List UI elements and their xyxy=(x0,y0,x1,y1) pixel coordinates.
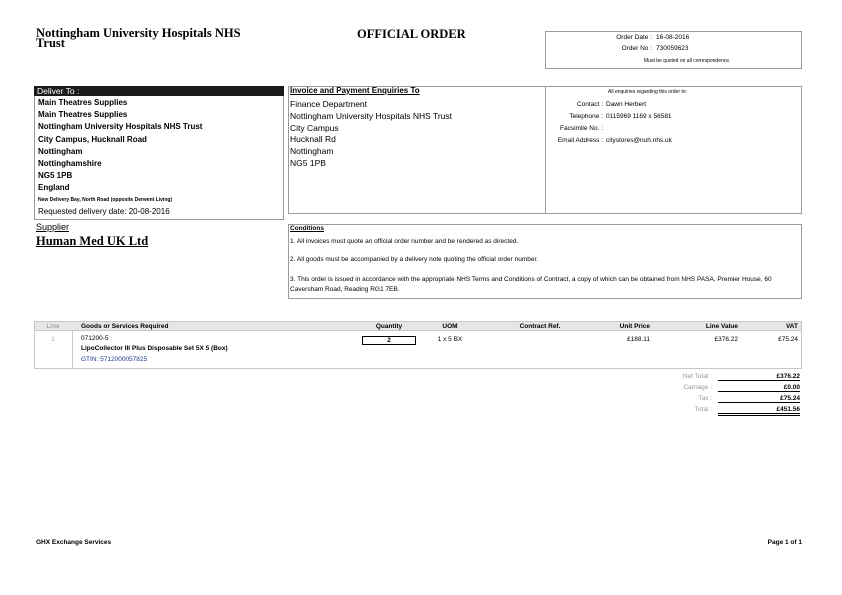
fax-label: Facsimile No. : xyxy=(560,125,603,132)
condition-1: 1. All invoices must quote an official order number and be rendered as directed. xyxy=(290,238,519,245)
deliver-line: Main Theatres Supplies xyxy=(38,110,128,120)
order-date-label: Order Date : xyxy=(616,34,652,41)
carriage-label: Carriage : xyxy=(683,384,712,391)
delivery-note: New Delivery Bay, North Road (opposite Derwent Living) xyxy=(38,197,173,203)
col-line-value: Line Value xyxy=(705,323,738,330)
col-contract: Contract Ref. xyxy=(519,323,561,330)
contact-value: Dawn Herbert xyxy=(606,101,647,108)
supplier-label: Supplier xyxy=(36,222,70,232)
invoice-line: NG5 1PB xyxy=(290,157,326,168)
conditions-heading: Conditions xyxy=(290,225,324,232)
tax-value: £75.24 xyxy=(718,395,800,403)
invoice-line: Nottingham University Hospitals NHS Trust xyxy=(290,110,453,121)
deliver-line: Main Theatres Supplies xyxy=(38,98,128,107)
email-label: Email Address : xyxy=(557,137,603,144)
col-unit-price: Unit Price xyxy=(619,323,650,330)
invoice-heading: Invoice and Payment Enquiries To xyxy=(290,86,420,95)
row-product-code: 071200-5 xyxy=(81,335,109,342)
deliver-to-address xyxy=(38,97,282,195)
col-line: Line xyxy=(46,323,60,330)
requested-delivery-date: Requested delivery date: 20-08-2016 xyxy=(38,207,170,216)
invoice-line: Nottingham xyxy=(290,146,334,157)
document-title: OFFICIAL ORDER xyxy=(357,27,466,41)
organisation-line-2: Trust xyxy=(36,36,65,50)
row-line-number: 1 xyxy=(51,336,55,343)
deliver-line: Nottingham xyxy=(38,146,83,156)
order-date-value: 16-08-2016 xyxy=(656,34,690,41)
tax-label: Tax : xyxy=(698,395,712,402)
grand-total-label: Total : xyxy=(694,406,712,413)
enquiries-heading: All enquiries regarding this order to: xyxy=(608,89,687,95)
organisation-name xyxy=(36,28,241,48)
telephone-label: Telephone : xyxy=(569,113,603,120)
deliver-to-heading: Deliver To : xyxy=(34,86,284,96)
row-uom: 1 x 5 BX xyxy=(437,336,463,343)
invoice-line: City Campus xyxy=(290,122,339,133)
deliver-line: NG5 1PB xyxy=(38,171,73,181)
row-line-value: £376.22 xyxy=(714,336,738,343)
col-uom: UOM xyxy=(442,323,458,330)
order-note: Must be quoted on all correspondence. xyxy=(644,58,731,64)
footer-provider: GHX Exchange Services xyxy=(36,539,112,546)
col-vat: VAT xyxy=(785,323,798,330)
supplier-name: Human Med UK Ltd xyxy=(36,234,149,248)
row-gtin: GTIN: 5712000057825 xyxy=(81,356,148,363)
condition-2: 2. All goods must be accompanied by a delivery note quoting the official order number. xyxy=(290,256,539,263)
deliver-line: Nottinghamshire xyxy=(38,159,102,169)
deliver-line: City Campus, Hucknall Road xyxy=(38,134,147,144)
net-total-label: Net Total : xyxy=(682,373,712,380)
page-number: Page 1 of 1 xyxy=(767,539,802,546)
invoice-line: Hucknall Rd xyxy=(290,134,336,145)
column-divider xyxy=(72,331,73,369)
row-description: LipoCollector III Plus Disposable Set 5X 5 (Box) xyxy=(81,345,228,352)
deliver-line: Nottingham University Hospitals NHS Trust xyxy=(38,122,203,132)
row-vat: £75.24 xyxy=(778,336,798,343)
carriage-value: £0.00 xyxy=(718,384,800,392)
organisation-line-1: Nottingham University Hospitals NHS xyxy=(36,26,241,40)
deliver-line: England xyxy=(38,183,70,193)
telephone-value: 0115969 1169 x 56581 xyxy=(606,113,672,120)
col-quantity: Quantity xyxy=(375,323,403,330)
grand-total-value: £451.56 xyxy=(718,406,800,416)
row-quantity: 2 xyxy=(362,336,416,345)
condition-3: 3. This order is issued in accordance with the appropriate NHS Terms and Conditions of Contract, a copy of which can be obtained from NHS PASA, Premier House, 60 Caversham Road, Reading RG1 7EB. xyxy=(290,276,772,293)
order-no-value: 730059623 xyxy=(656,45,689,52)
contact-label: Contact : xyxy=(576,101,603,108)
invoice-address xyxy=(290,99,452,170)
invoice-line: Finance Department xyxy=(290,99,368,109)
row-unit-price: £188.11 xyxy=(626,336,650,343)
net-total-value: £376.22 xyxy=(718,373,800,381)
email-value: citystores@nuh.nhs.uk xyxy=(606,137,672,144)
order-no-label: Order No : xyxy=(621,45,652,52)
col-goods: Goods or Services Required xyxy=(81,323,169,330)
